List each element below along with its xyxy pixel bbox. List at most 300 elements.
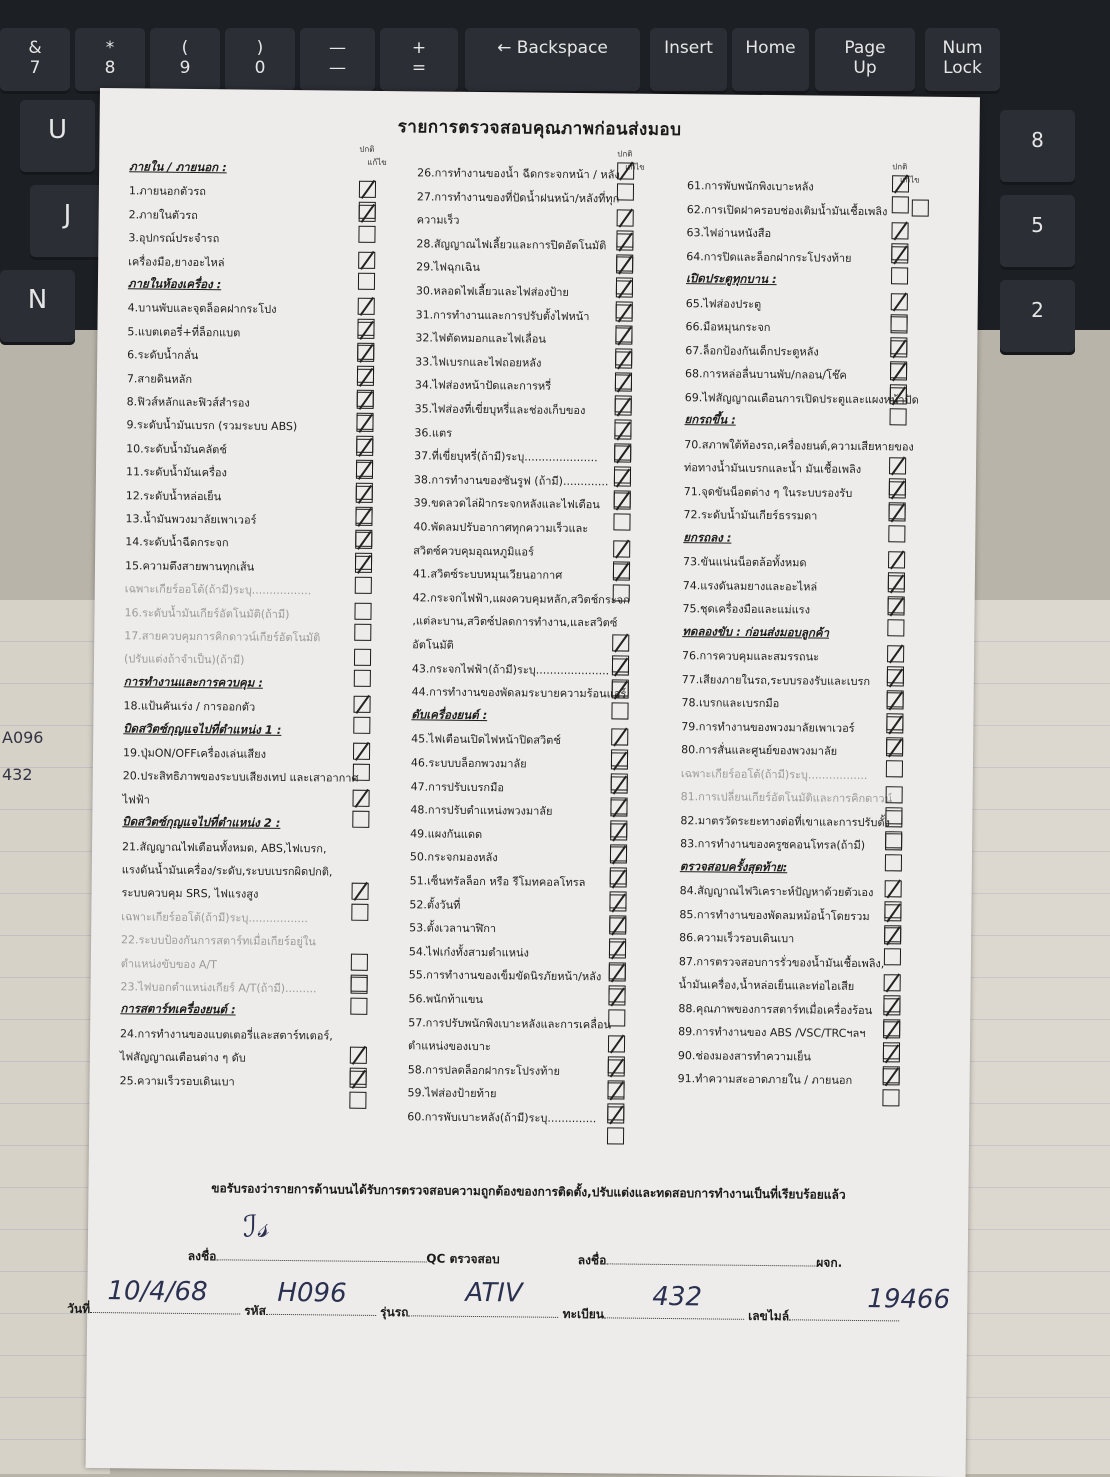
checklist-sheet bbox=[67, 88, 980, 1477]
key-label-top: ← Backspace bbox=[497, 38, 608, 58]
section-heading: ภายใน / ภายนอก : bbox=[129, 159, 227, 175]
checkbox-fix[interactable] bbox=[611, 703, 628, 720]
key-rparen bbox=[225, 28, 295, 94]
checkbox-ok[interactable] bbox=[886, 716, 903, 733]
checklist-item-label: 63.ไฟอ่านหนังสือ bbox=[686, 226, 772, 241]
checkbox-ok[interactable] bbox=[614, 469, 631, 486]
checkbox-ok[interactable] bbox=[612, 658, 629, 675]
checkbox-ok[interactable] bbox=[887, 669, 904, 686]
checklist-item-label: เฉพาะเกียร์ออโต้(ถ้ามี)ระบุ................. bbox=[680, 766, 868, 782]
checklist-item-label: น้ำมันเครื่อง,น้ำหล่อเย็นและท่อไอเสีย bbox=[678, 978, 855, 993]
key-label-top: ) bbox=[256, 38, 264, 58]
checkbox-pair bbox=[882, 1068, 902, 1110]
key-label-bottom: = bbox=[411, 58, 427, 78]
checkbox-pair bbox=[887, 598, 907, 640]
checklist-item-label: 79.การทำงานของพวงมาลัยเพาเวอร์ bbox=[681, 719, 855, 735]
checkbox-ok[interactable] bbox=[614, 422, 631, 439]
checkbox-ok[interactable] bbox=[609, 941, 626, 958]
checkbox-ok[interactable] bbox=[613, 564, 630, 581]
checkbox-pair bbox=[358, 205, 378, 247]
manager-signature-line bbox=[578, 1251, 843, 1273]
checkbox-fix[interactable] bbox=[613, 514, 630, 531]
checkbox-ok[interactable] bbox=[613, 540, 630, 557]
checkbox-pair bbox=[349, 1070, 369, 1112]
qc-role-label: QC ตรวจสอบ bbox=[426, 1251, 500, 1267]
key-amp bbox=[0, 28, 70, 94]
checklist-item-label: 58.การปลดล็อกฝากระโปรงท้าย bbox=[407, 1063, 561, 1078]
checklist-item-label: 21.สัญญาณไฟเตือนทั้งหมด, ABS,ไฟเบรก, bbox=[121, 839, 327, 856]
handwritten-model: ATIV bbox=[465, 1277, 523, 1309]
checkbox-ok[interactable] bbox=[609, 918, 626, 935]
checkbox-ok[interactable] bbox=[359, 205, 376, 222]
checkbox-ok[interactable] bbox=[607, 1106, 624, 1123]
section-heading: เปิดประตูทุกบาน : bbox=[685, 271, 777, 287]
checklist-item-label: 60.การพับเบาะหลัง(ถ้ามี)ระบุ.............. bbox=[407, 1110, 597, 1126]
checkbox-ok[interactable] bbox=[616, 304, 633, 321]
handwritten-code: H096 bbox=[277, 1277, 347, 1309]
checklist-item-label: 37.ที่เขี่ยบุหรี่(ถ้ามี)ระบุ..................... bbox=[414, 449, 598, 465]
checklist-item-label: 28.สัญญาณไฟเลี้ยวและการปิดอัตโนมัติ bbox=[416, 237, 607, 253]
checklist-item-label: 13.น้ำมันพวงมาลัยเพาเวอร์ bbox=[125, 512, 257, 527]
checkbox-ok[interactable] bbox=[354, 602, 371, 619]
checklist-item-label: 30.หลอดไฟเลี้ยวและไฟส่องป้าย bbox=[415, 284, 569, 299]
checkbox-fix[interactable] bbox=[886, 760, 903, 777]
checkbox-ok[interactable] bbox=[885, 880, 902, 897]
checkbox-ok[interactable] bbox=[610, 847, 627, 864]
header-ok: ปกติ bbox=[617, 149, 633, 159]
checkbox-ok[interactable] bbox=[616, 257, 633, 274]
section-heading: ตรวจสอบครั้งสุดท้าย: bbox=[679, 858, 788, 874]
checkbox-pair bbox=[355, 555, 375, 597]
section-heading: บิดสวิตซ์กุญแจไปที่ตำแหน่ง 1 : bbox=[123, 720, 282, 737]
checkbox-ok[interactable] bbox=[359, 181, 376, 198]
checklist-item-label: 64.การปิดและล็อกฝากระโปรงท้าย bbox=[686, 249, 852, 265]
key-minus bbox=[300, 28, 375, 94]
checklist-item-label: เครื่องมือ,ยางอะไหล่ bbox=[128, 254, 225, 269]
checkbox-ok[interactable] bbox=[885, 810, 902, 827]
checkbox-ok[interactable] bbox=[884, 904, 901, 921]
key-label-top: + bbox=[411, 38, 427, 58]
checkbox-ok[interactable] bbox=[357, 368, 374, 385]
checkbox-ok[interactable] bbox=[616, 233, 633, 250]
checkbox-ok[interactable] bbox=[610, 800, 627, 817]
checklist-item-label: 45.ไฟเตือนเปิดไฟหน้าปิดสวิตช์ bbox=[411, 732, 561, 748]
checkbox-ok[interactable] bbox=[356, 415, 373, 432]
checkbox-ok[interactable] bbox=[611, 729, 628, 746]
checkbox-ok[interactable] bbox=[608, 1036, 625, 1053]
checklist-item-label: 47.การปรับเบรกมือ bbox=[410, 779, 505, 794]
checkbox-fix[interactable] bbox=[352, 810, 369, 827]
checkbox-ok[interactable] bbox=[890, 387, 907, 404]
checkbox-ok[interactable] bbox=[355, 509, 372, 526]
checklist-item-label: 7.สายดินหลัก bbox=[126, 371, 193, 386]
checklist-item-label: 1.ภายนอกตัวรถ bbox=[128, 184, 207, 199]
checkbox-ok[interactable] bbox=[912, 199, 929, 216]
checkbox-ok[interactable] bbox=[612, 634, 629, 651]
checkbox-ok[interactable] bbox=[890, 363, 907, 380]
checklist-item-label: 48.การปรับตำแหน่งพวงมาลัย bbox=[410, 803, 553, 818]
section-heading: การสตาร์ทเครื่องยนต์ : bbox=[120, 1001, 236, 1017]
checklist-item-label: 27.การทำงานของที่ปัดน้ำฝนหน้า/หลังที่ทุก bbox=[416, 189, 620, 206]
key-label-bottom: Lock bbox=[943, 58, 982, 78]
checklist-item-label: เฉพาะเกียร์ออโต้(ถ้ามี)ระบุ................. bbox=[121, 910, 308, 926]
checkbox-fix[interactable] bbox=[355, 576, 372, 593]
key-label-top: Page bbox=[844, 38, 886, 58]
checkbox-ok[interactable] bbox=[353, 743, 370, 760]
checkbox-ok[interactable] bbox=[355, 532, 372, 549]
checkbox-ok[interactable] bbox=[884, 927, 901, 944]
checkbox-ok[interactable] bbox=[891, 222, 908, 239]
checklist-item-label: 55.การทำงานของเข็มขัดนิรภัยหน้า/หลัง bbox=[408, 968, 602, 984]
checkbox-ok[interactable] bbox=[350, 1047, 367, 1064]
key-side-u: U bbox=[20, 100, 95, 175]
header-fix: แก้ไข bbox=[900, 175, 920, 185]
checkbox-ok[interactable] bbox=[614, 446, 631, 463]
checklist-item-label: 26.การทำงานของน้ำ ฉีดกระจกหน้า / หลัง bbox=[417, 166, 620, 182]
checkbox-fix[interactable] bbox=[888, 525, 905, 542]
checkbox-pair bbox=[354, 602, 374, 644]
checkbox-ok[interactable] bbox=[887, 692, 904, 709]
checkbox-ok[interactable] bbox=[890, 316, 907, 333]
checkbox-ok[interactable] bbox=[611, 776, 628, 793]
checklist-item-label: 17.สายควบคุมการคิกดาวน์เกียร์อัตโนมัติ bbox=[124, 629, 321, 645]
checklist-item-label: 78.เบรกและเบรกมือ bbox=[681, 696, 780, 711]
checklist-item-label: 62.การเปิดฝาครอบช่องเติมน้ำมันเชื้อเพลิง bbox=[686, 202, 888, 218]
key-backspace bbox=[465, 28, 640, 94]
checkbox-ok[interactable] bbox=[608, 1059, 625, 1076]
checklist-item-label: 87.การตรวจสอบการรั่วของน้ำมันเชื้อเพลิง, bbox=[678, 954, 885, 970]
header-fix: แก้ไข bbox=[367, 157, 387, 168]
checkbox-ok[interactable] bbox=[891, 246, 908, 263]
checklist-item-label: 50.กระจกมองหลัง bbox=[409, 850, 498, 865]
checkbox-ok[interactable] bbox=[354, 649, 371, 666]
section-heading: ยกรถลง : bbox=[683, 529, 732, 545]
checkbox-ok[interactable] bbox=[615, 328, 632, 345]
key-num-8: 8 bbox=[1000, 110, 1075, 185]
checklist-item-label: 91.ทำความสะอาดภายใน / ภายนอก bbox=[677, 1072, 853, 1087]
checklist-item-label: 34.ไฟส่องหน้าปัดและการหรี่ bbox=[414, 378, 552, 394]
checkbox-ok[interactable] bbox=[888, 575, 905, 592]
checkbox-ok[interactable] bbox=[889, 504, 906, 521]
section-heading: การทำงานและการควบคุม : bbox=[123, 674, 263, 690]
checkbox-ok[interactable] bbox=[617, 162, 634, 179]
checklist-item-label: 59.ไฟส่องป้ายท้าย bbox=[407, 1086, 497, 1101]
checklist-item-label: 16.ระดับน้ำมันเกียร์อัตโนมัติ(ถ้ามี) bbox=[124, 605, 290, 621]
checklist-item-label: 2.ภายในตัวรถ bbox=[128, 208, 198, 222]
checklist-item-label: 32.ไฟตัดหมอกและไฟเลื่อน bbox=[415, 331, 547, 346]
checklist-item-label: 88.คุณภาพของการสตาร์ทเมื่อเครื่องร้อน bbox=[678, 1001, 873, 1017]
checkbox-fix[interactable] bbox=[350, 998, 367, 1015]
checkbox-ok[interactable] bbox=[886, 786, 903, 803]
checkbox-ok[interactable] bbox=[617, 210, 634, 227]
checkbox-ok[interactable] bbox=[886, 739, 903, 756]
handwritten-mileage: 19466 bbox=[867, 1284, 951, 1315]
checklist-item-label: 11.ระดับน้ำมันเครื่อง bbox=[125, 465, 227, 480]
key-label-bottom: Up bbox=[853, 58, 877, 78]
checkbox-ok[interactable] bbox=[351, 953, 368, 970]
edge-note-1: A096 bbox=[2, 728, 44, 747]
checkbox-ok[interactable] bbox=[357, 322, 374, 339]
checkbox-ok[interactable] bbox=[357, 345, 374, 362]
handwritten-plate: 432 bbox=[652, 1281, 703, 1313]
checkbox-ok[interactable] bbox=[884, 974, 901, 991]
checklist-item-label: 4.บานพับและจุดล็อคฝากระโปง bbox=[127, 301, 277, 317]
key-label-top: Home bbox=[745, 38, 796, 58]
section-heading: ทดลองขับ : ก่อนส่งมอบลูกค้า bbox=[682, 623, 830, 640]
header-ok: ปกติ bbox=[892, 162, 908, 172]
section-heading: ภายในห้องเครื่อง : bbox=[127, 276, 222, 292]
checkbox-pair bbox=[889, 387, 909, 429]
checklist-item-label: 5.แบตเตอรี่+ที่ล็อกแบต bbox=[127, 325, 241, 340]
key-label-bottom: — bbox=[329, 58, 346, 78]
code-label: รหัส bbox=[244, 1303, 267, 1318]
checklist-item-label: 77.เสียงภายในรถ,ระบบรองรับและเบรก bbox=[681, 672, 871, 688]
date-label: วันที่ bbox=[67, 1301, 91, 1316]
checkbox-ok[interactable] bbox=[608, 988, 625, 1005]
checklist-item-label: ท่อทางน้ำมันเบรกและน้ำ มันเชื้อเพลิง bbox=[683, 461, 862, 476]
checkbox-pair bbox=[892, 199, 932, 220]
key-label-bottom: 7 bbox=[29, 58, 41, 78]
checkbox-ok[interactable] bbox=[352, 789, 369, 806]
checkbox-ok[interactable] bbox=[610, 870, 627, 887]
checklist-item-label: 18.แป้นคันเร่ง / การออกตัว bbox=[123, 699, 256, 714]
checklist-item-label: 6.ระดับน้ำกลั่น bbox=[127, 348, 199, 363]
checkbox-fix[interactable] bbox=[349, 1091, 366, 1108]
checklist-item-label: 35.ไฟส่องที่เขี่ยบุหรี่และช่องเก็บของ bbox=[414, 402, 586, 418]
checkbox-pair bbox=[358, 251, 378, 293]
checkbox-ok[interactable] bbox=[890, 340, 907, 357]
checkbox-ok[interactable] bbox=[888, 598, 905, 615]
checklist-item-label: 80.การสั่นและศูนย์ของพวงมาลัย bbox=[681, 743, 838, 758]
checkbox-pair bbox=[884, 927, 904, 969]
model-label: รุ่นรถ bbox=[380, 1305, 409, 1320]
checkbox-ok[interactable] bbox=[607, 1083, 624, 1100]
checkbox-fix[interactable] bbox=[887, 619, 904, 636]
checkbox-fix[interactable] bbox=[891, 267, 908, 284]
checkbox-ok[interactable] bbox=[356, 439, 373, 456]
qc-sign-label: ลงชื่อ bbox=[187, 1248, 217, 1264]
checklist-item-label: 33.ไฟเบรกและไฟถอยหลัง bbox=[415, 355, 542, 370]
checklist-item-label: 43.กระจกไฟฟ้า(ถ้ามี)ระบุ..................... bbox=[411, 661, 610, 677]
checklist-item-label: 54.ไฟเก๋งทั้งสามตำแหน่ง bbox=[408, 945, 529, 960]
key-label-top: Num bbox=[942, 38, 983, 58]
checkbox-pair bbox=[354, 649, 374, 691]
checkbox-pair bbox=[613, 493, 633, 535]
checkbox-ok[interactable] bbox=[614, 493, 631, 510]
checklist-item-label: 52.ตั้งวันที่ bbox=[409, 897, 461, 912]
checkbox-ok[interactable] bbox=[352, 883, 369, 900]
checklist-item-label: ไฟฟ้า bbox=[122, 793, 150, 807]
checklist-item-label: 24.การทำงานของแบตเตอรี่และสตาร์ทเตอร์, bbox=[120, 1027, 333, 1043]
checkbox-ok[interactable] bbox=[356, 462, 373, 479]
checklist-item-label: 23.ไฟบอกตำแหน่งเกียร์ A/T(ถ้ามี)......... bbox=[120, 980, 317, 996]
checklist-item-label: 25.ความเร็วรอบเดินเบา bbox=[119, 1073, 235, 1089]
checklist-item-label: 82.มาตรวัดระยะทางต่อที่เขาและการปรับตั้ง bbox=[680, 813, 891, 829]
key-home bbox=[732, 28, 809, 94]
checkbox-ok[interactable] bbox=[611, 752, 628, 769]
checkbox-ok[interactable] bbox=[616, 280, 633, 297]
checkbox-fix[interactable] bbox=[617, 183, 634, 200]
checkbox-ok[interactable] bbox=[615, 398, 632, 415]
key-pageup bbox=[815, 28, 915, 94]
checklist-item-label: 40.พัดลมปรับอากาศทุกความเร็วและ bbox=[413, 520, 589, 536]
checkbox-ok[interactable] bbox=[887, 645, 904, 662]
checkbox-ok[interactable] bbox=[351, 977, 368, 994]
checkbox-ok[interactable] bbox=[356, 485, 373, 502]
checkbox-fix[interactable] bbox=[607, 1127, 624, 1144]
checkbox-fix[interactable] bbox=[354, 623, 371, 640]
handwritten-date: 10/4/68 bbox=[107, 1276, 208, 1308]
checklist-item-label: 53.ตั้งเวลานาฬิกา bbox=[409, 921, 497, 936]
checklist-item-label: 76.การควบคุมและสมรรถนะ bbox=[682, 649, 820, 664]
checkbox-ok[interactable] bbox=[885, 833, 902, 850]
checklist-item-label: 70.สภาพใต้ท้องรถ,เครื่องยนต์,ความเสียหายของ bbox=[684, 437, 914, 454]
checklist-item-label: 14.ระดับน้ำฉีดกระจก bbox=[125, 535, 229, 550]
checkbox-fix[interactable] bbox=[885, 854, 902, 871]
checklist-item-label: เฉพาะเกียร์ออโต้(ถ้ามี)ระบุ................. bbox=[124, 582, 312, 598]
checklist-item-label: 42.กระจกไฟฟ้า,แผงควบคุมหลัก,สวิตช์กระจก bbox=[412, 591, 630, 607]
checkbox-pair bbox=[611, 682, 631, 724]
checklist-item-label: 56.พนักท้าแขน bbox=[408, 992, 484, 1007]
checkbox-ok[interactable] bbox=[609, 965, 626, 982]
checkbox-fix[interactable] bbox=[353, 717, 370, 734]
checkbox-ok[interactable] bbox=[357, 392, 374, 409]
checklist-item-label: ความเร็ว bbox=[416, 213, 460, 227]
checklist-item-label: 89.การทำงานของ ABS /VSC/TRCฯลฯ bbox=[678, 1025, 866, 1041]
checklist-item-label: 86.ความเร็วรอบเดินเบา bbox=[679, 931, 795, 946]
checkbox-pair bbox=[607, 1106, 627, 1148]
checklist-item-label: 10.ระดับน้ำมันคลัตช์ bbox=[126, 442, 227, 457]
checkbox-ok[interactable] bbox=[889, 481, 906, 498]
checklist-item-label: 73.ขันแน่นน็อตล้อทั้งหมด bbox=[683, 555, 807, 570]
section-heading: บิดสวิตซ์กุญแจไปที่ตำแหน่ง 2 : bbox=[122, 814, 281, 831]
plate-label: ทะเบียน bbox=[562, 1306, 605, 1322]
checklist-item-label: 39.ขดลวดไล่ฝ้ากระจกหลังและไฟเตือน bbox=[413, 496, 600, 512]
checklist-item-label: ตำแหน่งของเบาะ bbox=[407, 1039, 491, 1054]
key-side-j: J bbox=[30, 185, 105, 260]
key-label-bottom: 8 bbox=[104, 58, 116, 78]
checkbox-fix[interactable] bbox=[884, 948, 901, 965]
key-side-n: N bbox=[0, 270, 75, 345]
checkbox-fix[interactable] bbox=[358, 226, 375, 243]
checkbox-ok[interactable] bbox=[615, 375, 632, 392]
checkbox-ok[interactable] bbox=[358, 298, 375, 315]
key-star bbox=[75, 28, 145, 94]
checklist-item-label: 49.แผงกันแดด bbox=[410, 827, 483, 841]
key-label-top: Insert bbox=[664, 38, 713, 58]
key-lparen bbox=[150, 28, 220, 94]
checklist-item-label: ตำแหน่งขับของ A/T bbox=[120, 956, 217, 971]
checkbox-ok[interactable] bbox=[610, 823, 627, 840]
checkbox-ok[interactable] bbox=[883, 1021, 900, 1038]
checklist-item-label: 51.เซ็นทรัลล็อก หรือ รีโมทคอลโทรล bbox=[409, 874, 586, 890]
key-label-top: * bbox=[105, 38, 115, 58]
key-label-bottom: 0 bbox=[254, 58, 266, 78]
key-insert bbox=[650, 28, 727, 94]
checkbox-ok[interactable] bbox=[883, 1068, 900, 1085]
column-header bbox=[359, 143, 387, 169]
checklist-item-label: สวิตซ์ควบคุมอุณหภูมิแอร์ bbox=[413, 543, 535, 559]
checklist-item-label: 81.การเปลี่ยนเกียร์อัตโนมัติและการคิกดาวน์ bbox=[680, 790, 893, 806]
checklist-item-label: 66.มือหมุนกระจก bbox=[685, 320, 771, 335]
checkbox-ok[interactable] bbox=[892, 175, 909, 192]
checklist-item-label: 15.ความตึงสายพานทุกเส้น bbox=[124, 559, 255, 574]
checklist-item-label: 57.การปรับพนักพิงเบาะหลังและการเคลื่อน bbox=[408, 1015, 612, 1031]
checklist-item-label: 68.การหล่อลื่นบานพับ/กลอน/โช๊ค bbox=[684, 367, 847, 382]
checklist-item-label: 72.ระดับน้ำมันเกียร์ธรรมดา bbox=[683, 508, 818, 523]
key-num-5: 5 bbox=[1000, 195, 1075, 270]
page-title: รายการตรวจสอบคุณภาพก่อนส่งมอบ bbox=[397, 117, 682, 141]
checklist-item-label: อัตโนมัติ bbox=[412, 638, 454, 652]
checklist-item-label: 85.การทำงานของพัดลมหม้อน้ำโดยรวม bbox=[679, 907, 870, 923]
qc-signature-line bbox=[188, 1247, 500, 1269]
checkbox-ok[interactable] bbox=[353, 696, 370, 713]
checklist-item-label: 12.ระดับน้ำหล่อเย็น bbox=[125, 488, 222, 503]
checkbox-ok[interactable] bbox=[350, 1070, 367, 1087]
checkbox-pair bbox=[353, 696, 373, 738]
checklist-item-label: 67.ล็อกป้องกันเด็กประตูหลัง bbox=[685, 343, 819, 359]
checkbox-fix[interactable] bbox=[354, 670, 371, 687]
checklist-item-label: 29.ไฟฉุกเฉิน bbox=[416, 260, 480, 275]
checkbox-ok[interactable] bbox=[355, 555, 372, 572]
checkbox-fix[interactable] bbox=[882, 1089, 899, 1106]
checklist-item-label: 3.อุปกรณ์ประจำรถ bbox=[128, 231, 220, 246]
checkbox-ok[interactable] bbox=[883, 998, 900, 1015]
checkbox-pair bbox=[352, 789, 372, 831]
header-fix: แก้ไข bbox=[625, 162, 645, 172]
mileage-label: เลขไมล์ bbox=[748, 1308, 790, 1324]
checklist-item-label: 22.ระบบป้องกันการสตาร์ทเมื่อเกียร์อยู่ใน bbox=[121, 933, 316, 949]
checkbox-fix[interactable] bbox=[358, 272, 375, 289]
checkbox-pair bbox=[888, 504, 908, 546]
checklist-item-label: 41.สวิตซ์ระบบหมุนเวียนอากาศ bbox=[412, 567, 563, 583]
key-numlock bbox=[925, 28, 1000, 94]
checklist-item-label: 19.ปุ่มON/OFFเครื่องเล่นเสียง bbox=[122, 746, 267, 761]
edge-note-2: 432 bbox=[2, 765, 33, 784]
checkbox-pair bbox=[350, 977, 370, 1019]
checkbox-fix[interactable] bbox=[890, 408, 907, 425]
checkbox-ok[interactable] bbox=[883, 1045, 900, 1062]
checklist-item-label: 9.ระดับน้ำมันเบรก (รวมระบบ ABS) bbox=[126, 418, 298, 434]
manager-role-label: ผจก. bbox=[816, 1255, 843, 1270]
checkbox-ok[interactable] bbox=[888, 551, 905, 568]
checklist-item-label: 83.การทำงานของครูซคอนโทรล(ถ้ามี) bbox=[680, 837, 866, 853]
checklist-item-label: ,แต่ละบาน,สวิตซ์ปลดการทำงาน,และสวิตซ์ bbox=[412, 614, 618, 630]
checklist-item-label: 20.ประสิทธิภาพของระบบเสียงเทป และเสาอากาศ bbox=[122, 769, 359, 786]
key-label-top: — bbox=[329, 38, 346, 58]
checkbox-pair bbox=[351, 883, 371, 925]
checklist-item-label: แรงดันน้ำมันเครื่อง/ระดับ,ระบบเบรกผิดปกติ, bbox=[121, 863, 333, 879]
checkbox-ok[interactable] bbox=[615, 351, 632, 368]
checklist-item-label: 36.แตร bbox=[414, 425, 453, 440]
checklist-item-label: 31.การทำงานและการปรับตั้งไฟหน้า bbox=[415, 307, 590, 323]
checkbox-ok[interactable] bbox=[358, 251, 375, 268]
checklist-item-label: ไฟสัญญาณเตือนต่าง ๆ ดับ bbox=[119, 1050, 246, 1065]
manager-sign-label: ลงชื่อ bbox=[577, 1253, 607, 1268]
checklist-item-label: 84.สัญญาณไฟวิเคราะห์ปัญหาด้วยตัวเอง bbox=[679, 884, 874, 900]
checkbox-ok[interactable] bbox=[891, 293, 908, 310]
checkbox-fix[interactable] bbox=[351, 904, 368, 921]
checkbox-ok[interactable] bbox=[609, 894, 626, 911]
checklist-item-label: 75.ชุดเครื่องมือและแม่แรง bbox=[682, 602, 811, 617]
checkbox-pair bbox=[885, 833, 905, 875]
checkbox-ok[interactable] bbox=[889, 457, 906, 474]
checklist-item-label: 44.การทำงานของพัดลมระบายความร้อนแอร์ bbox=[411, 685, 627, 701]
checklist-item-label: 38.การทำงานของซันรูฟ (ถ้ามี)............. bbox=[413, 473, 609, 489]
key-num-2: 2 bbox=[1000, 280, 1075, 355]
checkbox-ok[interactable] bbox=[612, 682, 629, 699]
checklist-item-label: 71.จุดขันน็อตต่าง ๆ ในระบบรองรับ bbox=[683, 484, 853, 500]
